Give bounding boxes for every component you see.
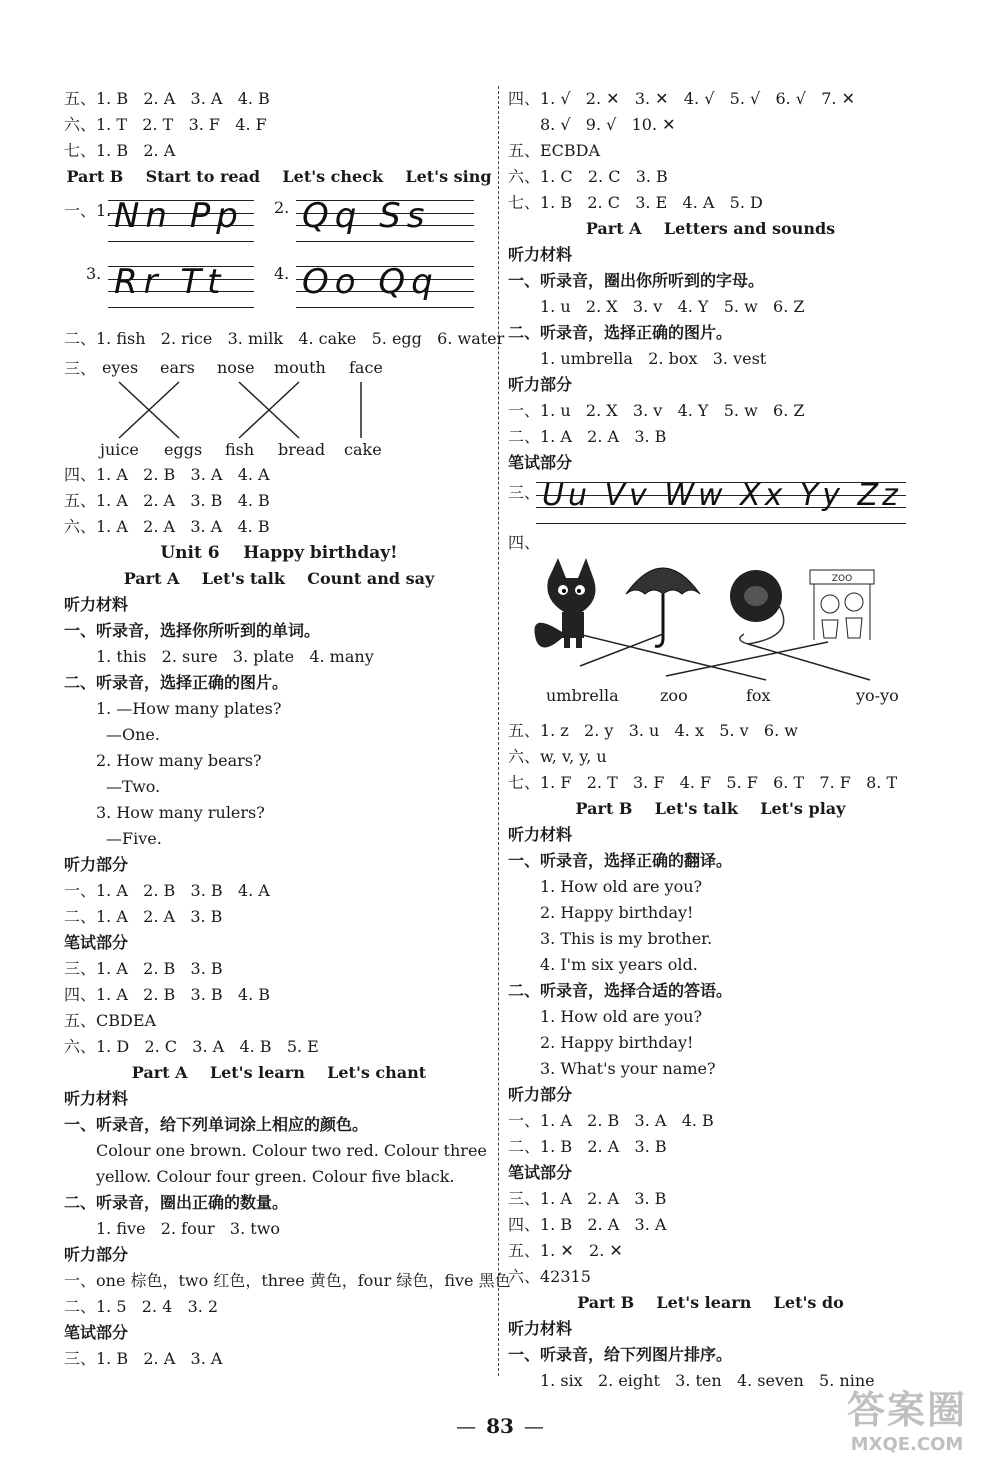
subheading: 笔试部分 bbox=[508, 1163, 573, 1182]
section-heading: Part B Let's learn Let's do bbox=[577, 1293, 844, 1312]
answer-line: 1. this 2. sure 3. plate 4. many bbox=[96, 647, 374, 666]
question-instruction: 一、听录音，给下列图片排序。 bbox=[508, 1345, 733, 1364]
answer-line: 六、1. T 2. T 3. F 4. F bbox=[64, 115, 267, 134]
answer-line: 一、one 棕色，two 红色，three 黄色，four 绿色，five 黑色 bbox=[64, 1271, 511, 1290]
picture-illustrations bbox=[508, 540, 913, 690]
match-word-top: face bbox=[349, 358, 383, 377]
answer-line: 五、CBDEA bbox=[64, 1011, 157, 1030]
transcript-line: 1. How old are you? bbox=[540, 1007, 703, 1026]
transcript-line: 1. —How many plates? bbox=[96, 699, 282, 718]
right-column bbox=[508, 86, 913, 1394]
watermark-url: MXQE.COM bbox=[850, 1434, 964, 1455]
handwritten-letters: Oo Qq bbox=[302, 262, 439, 302]
answer-line: 六、1. C 2. C 3. B bbox=[508, 167, 668, 186]
answer-line: 二、1. A 2. A 3. B bbox=[64, 907, 223, 926]
transcript-line: 2. Happy birthday! bbox=[540, 903, 694, 922]
column-divider bbox=[498, 86, 499, 1376]
item-number: 2. bbox=[274, 198, 290, 217]
answer-line: 一、1. A 2. B 3. B 4. A bbox=[64, 881, 270, 900]
answer-line: 一、1. u 2. X 3. v 4. Y 5. w 6. Z bbox=[508, 401, 805, 420]
handwritten-letters: Rr Tt bbox=[114, 262, 227, 302]
answer-line: 四、1. A 2. B 3. B 4. B bbox=[64, 985, 271, 1004]
answer-line: 七、1. B 2. C 3. E 4. A 5. D bbox=[508, 193, 763, 212]
picture-label: umbrella bbox=[546, 686, 619, 705]
question-instruction: 一、听录音，选择你所听到的单词。 bbox=[64, 621, 321, 640]
section-heading: Part A Letters and sounds bbox=[585, 219, 836, 238]
handwriting-row-3 bbox=[508, 476, 913, 530]
transcript-line: 3. What's your name? bbox=[540, 1059, 716, 1078]
answer-line: 二、1. 5 2. 4 3. 2 bbox=[64, 1297, 219, 1316]
question-instruction: 二、听录音，选择正确的图片。 bbox=[508, 323, 733, 342]
question-instruction: 二、听录音，选择合适的答语。 bbox=[508, 981, 733, 1000]
transcript-line: —Two. bbox=[106, 777, 161, 796]
subheading: 听力材料 bbox=[64, 595, 129, 614]
left-column bbox=[64, 86, 511, 1372]
handwriting-cell bbox=[274, 260, 474, 312]
question-instruction: 一、听录音，圈出你所听到的字母。 bbox=[508, 271, 765, 290]
answer-line: 四、1. B 2. A 3. A bbox=[508, 1215, 667, 1234]
section-heading: Part B Start to read Let's check Let's sing bbox=[66, 167, 492, 186]
subheading: 听力材料 bbox=[508, 825, 573, 844]
question-instruction: 一、听录音，选择正确的翻译。 bbox=[508, 851, 733, 870]
answer-line: 1. five 2. four 3. two bbox=[96, 1219, 281, 1238]
watermark-logo bbox=[832, 1379, 982, 1459]
picture-matching-exercise bbox=[508, 556, 913, 706]
watermark-text: 答案圈 bbox=[846, 1388, 967, 1432]
answer-line: 五、1. z 2. y 3. u 4. x 5. v 6. w bbox=[508, 721, 798, 740]
subheading: 笔试部分 bbox=[64, 1323, 129, 1342]
item-number: 4. bbox=[274, 264, 290, 283]
zoo-sign-text: ZOO bbox=[831, 574, 853, 584]
answer-line: 二、1. A 2. A 3. B bbox=[508, 427, 667, 446]
handwriting-cell bbox=[508, 476, 906, 528]
transcript-paragraph: Colour one brown. Colour two red. Colour three yellow. Colour four green. Colour five black. bbox=[96, 1141, 487, 1186]
answer-line: 1. u 2. X 3. v 4. Y 5. w 6. Z bbox=[540, 297, 805, 316]
question-instruction: 一、听录音，给下列单词涂上相应的颜色。 bbox=[64, 1115, 369, 1134]
answer-line: 六、1. A 2. A 3. A 4. B bbox=[64, 517, 270, 536]
picture-label: yo-yo bbox=[856, 686, 899, 705]
answer-line: 8. √ 9. √ 10. ✕ bbox=[540, 115, 676, 134]
answer-line: 三、1. B 2. A 3. A bbox=[64, 1349, 223, 1368]
picture-label: fox bbox=[746, 686, 771, 705]
handwritten-letters: Nn Pp bbox=[114, 196, 244, 236]
subheading: 听力材料 bbox=[508, 245, 573, 264]
match-word-bottom: cake bbox=[344, 440, 382, 459]
subheading: 听力部分 bbox=[508, 375, 573, 394]
subheading: 听力部分 bbox=[508, 1085, 573, 1104]
transcript-line: —Five. bbox=[106, 829, 162, 848]
match-word-top: ears bbox=[160, 358, 195, 377]
handwriting-cell bbox=[86, 260, 254, 312]
page-number: — 83 — bbox=[456, 1414, 544, 1438]
subheading: 听力部分 bbox=[64, 855, 129, 874]
match-word-bottom: fish bbox=[225, 440, 255, 459]
transcript-line: 4. I'm six years old. bbox=[540, 955, 698, 974]
answer-line: 1. six 2. eight 3. ten 4. seven 5. nine bbox=[540, 1371, 875, 1390]
answer-line: 三、1. A 2. A 3. B bbox=[508, 1189, 667, 1208]
transcript-line: 3. This is my brother. bbox=[540, 929, 713, 948]
yoyo-picture bbox=[730, 570, 784, 644]
picture-label: zoo bbox=[660, 686, 688, 705]
answer-line: 三、1. A 2. B 3. B bbox=[64, 959, 223, 978]
transcript-line: —One. bbox=[106, 725, 160, 744]
subheading: 笔试部分 bbox=[508, 453, 573, 472]
answer-line: 五、1. ✕ 2. ✕ bbox=[508, 1241, 623, 1260]
answer-line: 七、1. F 2. T 3. F 4. F 5. F 6. T 7. F 8. T bbox=[508, 773, 898, 792]
match-word-top: mouth bbox=[274, 358, 326, 377]
zoo-picture bbox=[810, 570, 874, 640]
section-heading: Part B Let's talk Let's play bbox=[575, 799, 846, 818]
answer-line: 四、1. √ 2. ✕ 3. ✕ 4. √ 5. √ 6. √ 7. ✕ bbox=[508, 89, 856, 108]
handwriting-row-2 bbox=[64, 260, 494, 326]
question-instruction: 二、听录音，圈出正确的数量。 bbox=[64, 1193, 289, 1212]
transcript-line: 2. Happy birthday! bbox=[540, 1033, 694, 1052]
subheading: 笔试部分 bbox=[64, 933, 129, 952]
item-number: 四、 bbox=[508, 533, 541, 552]
fox-picture bbox=[534, 558, 595, 648]
answer-line: 六、42315 bbox=[508, 1267, 591, 1286]
handwritten-letters: Uu Vv Ww Xx Yy Zz bbox=[542, 478, 902, 513]
transcript-line: 1. How old are you? bbox=[540, 877, 703, 896]
match-word-top: nose bbox=[217, 358, 255, 377]
item-number: 三、 bbox=[508, 483, 541, 502]
answer-line: 四、1. A 2. B 3. A 4. A bbox=[64, 465, 270, 484]
transcript-line: 3. How many rulers? bbox=[96, 803, 265, 822]
answer-line: 六、1. D 2. C 3. A 4. B 5. E bbox=[64, 1037, 319, 1056]
handwriting-cell bbox=[274, 194, 474, 246]
answer-line: 五、1. B 2. A 3. A 4. B bbox=[64, 89, 270, 108]
item-number: 3. bbox=[86, 264, 102, 283]
unit-title: Unit 6 Happy birthday! bbox=[160, 543, 398, 563]
answer-line: 一、1. A 2. B 3. A 4. B bbox=[508, 1111, 714, 1130]
matching-exercise bbox=[64, 352, 494, 462]
answer-line: 七、1. B 2. A bbox=[64, 141, 176, 160]
answer-line: 五、1. A 2. A 3. B 4. B bbox=[64, 491, 270, 510]
section-heading: Part A Let's learn Let's chant bbox=[131, 1063, 427, 1082]
handwritten-letters: Qq Ss bbox=[302, 196, 431, 236]
match-word-top: eyes bbox=[102, 358, 139, 377]
answer-line: 六、w, v, y, u bbox=[508, 747, 607, 766]
answer-line: 二、1. fish 2. rice 3. milk 4. cake 5. egg 6. water bbox=[64, 329, 505, 348]
match-word-bottom: juice bbox=[100, 440, 139, 459]
handwriting-cell bbox=[64, 194, 254, 246]
handwriting-row-1 bbox=[64, 194, 494, 260]
match-word-bottom: eggs bbox=[164, 440, 203, 459]
transcript-line: 2. How many bears? bbox=[96, 751, 262, 770]
subheading: 听力材料 bbox=[508, 1319, 573, 1338]
subheading: 听力材料 bbox=[64, 1089, 129, 1108]
answer-line: 二、1. B 2. A 3. B bbox=[508, 1137, 667, 1156]
match-word-bottom: bread bbox=[278, 440, 326, 459]
item-number: 一、1. bbox=[64, 201, 112, 220]
subheading: 听力部分 bbox=[64, 1245, 129, 1264]
answer-line: 1. umbrella 2. box 3. vest bbox=[540, 349, 767, 368]
question-instruction: 二、听录音，选择正确的图片。 bbox=[64, 673, 289, 692]
item-number: 三、 bbox=[64, 359, 97, 378]
answer-line: 五、ECBDA bbox=[508, 141, 601, 160]
section-heading: Part A Let's talk Count and say bbox=[123, 569, 435, 588]
page-number-value: 83 bbox=[486, 1414, 514, 1438]
